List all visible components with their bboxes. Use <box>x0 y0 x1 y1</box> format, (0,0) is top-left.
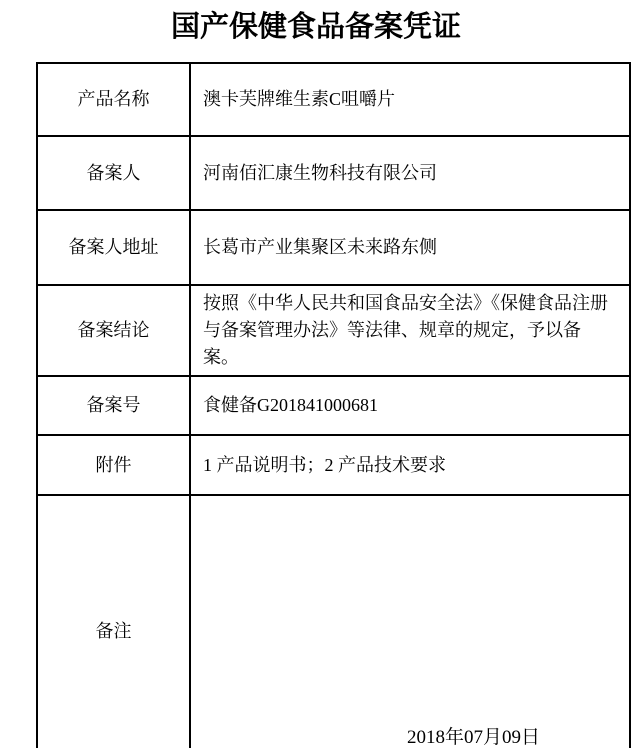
filing-conclusion-value: 按照《中华人民共和国食品安全法》《保健食品注册与备案管理办法》等法律、规章的规定，予以备案。 <box>190 285 630 376</box>
product-name-label: 产品名称 <box>37 63 190 136</box>
table-row-filing-number <box>37 376 630 435</box>
table-row-remarks <box>37 495 630 748</box>
table-row-registrant <box>37 136 630 210</box>
filing-number-label: 备案号 <box>37 376 190 435</box>
attachments-label: 附件 <box>37 435 190 495</box>
product-name-value: 澳卡芙牌维生素C咀嚼片 <box>190 63 630 136</box>
registrant-address-label: 备案人地址 <box>37 210 190 285</box>
registrant-address-value: 长葛市产业集聚区未来路东侧 <box>190 210 630 285</box>
filing-number-value: 食健备G201841000681 <box>190 376 630 435</box>
table-row-filing-conclusion <box>37 285 630 376</box>
remarks-value <box>190 495 630 748</box>
attachments-value: 1 产品说明书；2 产品技术要求 <box>190 435 630 495</box>
registrant-value: 河南佰汇康生物科技有限公司 <box>190 136 630 210</box>
table-row-product-name <box>37 63 630 136</box>
certificate-table <box>36 62 631 748</box>
filing-conclusion-label: 备案结论 <box>37 285 190 376</box>
table-row-registrant-address <box>37 210 630 285</box>
table-row-attachments <box>37 435 630 495</box>
issue-date: 2018年07月09日 <box>406 727 540 748</box>
page-title: 国产保健食品备案凭证 <box>170 11 461 43</box>
registrant-label: 备案人 <box>37 136 190 210</box>
remarks-label: 备注 <box>37 495 190 748</box>
